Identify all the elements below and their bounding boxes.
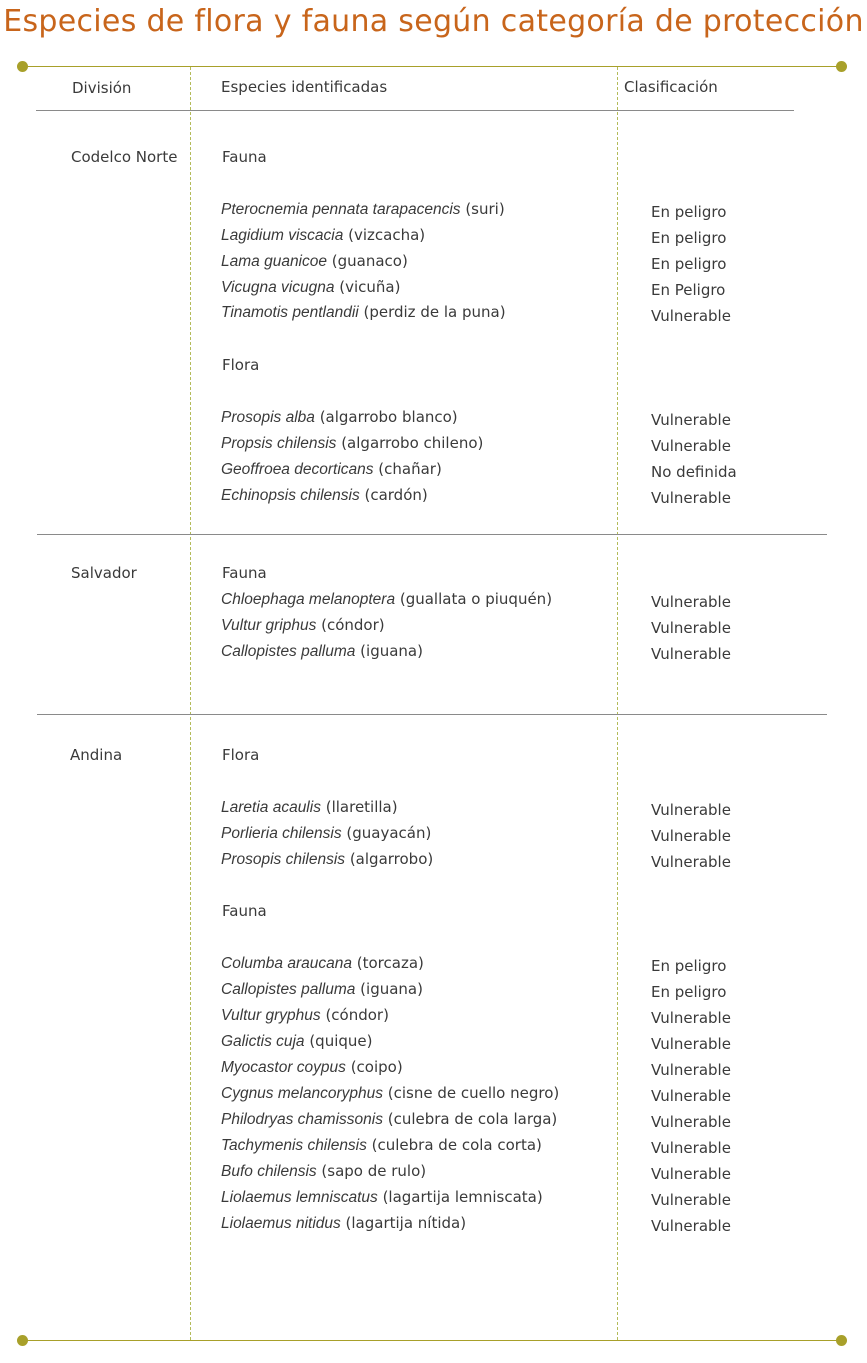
species-status: Vulnerable (651, 801, 731, 819)
species-row (221, 1058, 403, 1077)
species-status: Vulnerable (651, 1035, 731, 1053)
species-status: Vulnerable (651, 1217, 731, 1235)
species-scientific-name: Propsis chilensis (221, 435, 337, 452)
species-status: Vulnerable (651, 1113, 731, 1131)
species-row (221, 980, 423, 999)
species-row (221, 486, 428, 505)
species-row (221, 1084, 559, 1103)
species-scientific-name: Tachymenis chilensis (221, 1137, 367, 1154)
division-label: Salvador (71, 564, 137, 582)
species-status: Vulnerable (651, 1165, 731, 1183)
species-status: En peligro (651, 255, 727, 273)
species-status: Vulnerable (651, 593, 731, 611)
species-row (221, 1110, 557, 1129)
species-common-name: (algarrobo blanco) (314, 408, 458, 426)
species-status: Vulnerable (651, 489, 731, 507)
species-common-name: (lagartija lemniscata) (377, 1188, 543, 1206)
species-common-name: (llaretilla) (320, 798, 398, 816)
species-scientific-name: Tinamotis pentlandii (221, 304, 359, 321)
species-row (221, 642, 423, 661)
species-row (221, 590, 552, 609)
species-row (221, 850, 433, 869)
column-divider-1 (190, 67, 191, 1340)
division-label: Andina (70, 746, 123, 764)
species-scientific-name: Lagidium viscacia (221, 227, 344, 244)
species-scientific-name: Vicugna vicugna (221, 279, 335, 296)
bottom-left-dot (17, 1335, 28, 1346)
species-common-name: (cisne de cuello negro) (382, 1084, 560, 1102)
species-common-name: (sapo de rulo) (316, 1162, 427, 1180)
species-common-name: (culebra de cola larga) (382, 1110, 558, 1128)
species-scientific-name: Liolaemus lemniscatus (221, 1189, 378, 1206)
species-scientific-name: Prosopis chilensis (221, 851, 346, 868)
species-status: Vulnerable (651, 619, 731, 637)
species-row (221, 278, 400, 297)
species-status: En Peligro (651, 281, 726, 299)
species-scientific-name: Columba araucana (221, 955, 352, 972)
species-common-name: (cóndor) (320, 1006, 389, 1024)
species-status: Vulnerable (651, 827, 731, 845)
species-common-name: (algarrobo) (345, 850, 434, 868)
species-common-name: (cóndor) (316, 616, 385, 634)
group-label: Fauna (222, 148, 267, 166)
species-row (221, 1006, 389, 1025)
species-scientific-name: Philodryas chamissonis (221, 1111, 383, 1128)
species-common-name: (torcaza) (351, 954, 424, 972)
species-status: No definida (651, 463, 737, 481)
species-status: En peligro (651, 203, 727, 221)
species-row (221, 1214, 466, 1233)
species-common-name: (culebra de cola corta) (366, 1136, 542, 1154)
species-scientific-name: Pterocnemia pennata tarapacencis (221, 201, 461, 218)
header-species: Especies identificadas (221, 78, 388, 96)
species-row (221, 824, 431, 843)
species-row (221, 1162, 426, 1181)
column-divider-2 (617, 67, 618, 1340)
species-status: Vulnerable (651, 1139, 731, 1157)
species-row (221, 200, 505, 219)
species-status: En peligro (651, 229, 727, 247)
species-row (221, 1032, 373, 1051)
section-divider-1 (37, 534, 827, 535)
species-scientific-name: Liolaemus nitidus (221, 1215, 341, 1232)
species-common-name: (vicuña) (334, 278, 401, 296)
group-label: Flora (222, 746, 260, 764)
top-left-dot (17, 61, 28, 72)
species-status: Vulnerable (651, 1061, 731, 1079)
species-common-name: (lagartija nítida) (340, 1214, 467, 1232)
header-underline (36, 110, 794, 111)
species-common-name: (suri) (460, 200, 505, 218)
species-scientific-name: Callopistes palluma (221, 643, 356, 660)
page-title: Especies de flora y fauna según categoría de protección (3, 4, 864, 39)
bottom-rule (22, 1340, 842, 1341)
species-row (221, 252, 408, 271)
species-scientific-name: Callopistes palluma (221, 981, 356, 998)
species-status: En peligro (651, 957, 727, 975)
species-status: Vulnerable (651, 307, 731, 325)
species-status: Vulnerable (651, 1087, 731, 1105)
species-common-name: (coipo) (345, 1058, 403, 1076)
species-scientific-name: Geoffroea decorticans (221, 461, 374, 478)
species-status: Vulnerable (651, 853, 731, 871)
group-label: Fauna (222, 902, 267, 920)
species-scientific-name: Bufo chilensis (221, 1163, 317, 1180)
species-common-name: (cardón) (359, 486, 428, 504)
species-row (221, 798, 398, 817)
species-common-name: (algarrobo chileno) (336, 434, 484, 452)
header-division: División (72, 79, 132, 97)
species-row (221, 954, 424, 973)
division-label: Codelco Norte (71, 148, 178, 166)
species-common-name: (vizcacha) (343, 226, 426, 244)
species-scientific-name: Echinopsis chilensis (221, 487, 360, 504)
species-row (221, 303, 506, 322)
top-right-dot (836, 61, 847, 72)
bottom-right-dot (836, 1335, 847, 1346)
species-common-name: (perdiz de la puna) (358, 303, 506, 321)
species-status: En peligro (651, 983, 727, 1001)
species-scientific-name: Vultur gryphus (221, 1007, 321, 1024)
species-row (221, 1188, 543, 1207)
section-divider-2 (37, 714, 827, 715)
top-rule (22, 66, 842, 67)
species-scientific-name: Galictis cuja (221, 1033, 305, 1050)
species-row (221, 1136, 542, 1155)
species-row (221, 408, 458, 427)
species-scientific-name: Cygnus melancoryphus (221, 1085, 383, 1102)
species-common-name: (guayacán) (341, 824, 432, 842)
species-scientific-name: Myocastor coypus (221, 1059, 346, 1076)
species-status: Vulnerable (651, 1009, 731, 1027)
group-label: Fauna (222, 564, 267, 582)
species-common-name: (chañar) (373, 460, 442, 478)
species-common-name: (iguana) (355, 642, 423, 660)
species-row (221, 460, 442, 479)
species-scientific-name: Laretia acaulis (221, 799, 321, 816)
species-scientific-name: Vultur griphus (221, 617, 317, 634)
species-status: Vulnerable (651, 645, 731, 663)
species-row (221, 226, 425, 245)
species-common-name: (guallata o piuquén) (395, 590, 553, 608)
species-row (221, 616, 385, 635)
species-status: Vulnerable (651, 437, 731, 455)
species-common-name: (guanaco) (327, 252, 408, 270)
species-scientific-name: Lama guanicoe (221, 253, 327, 270)
species-scientific-name: Chloephaga melanoptera (221, 591, 396, 608)
species-row (221, 434, 483, 453)
species-scientific-name: Prosopis alba (221, 409, 315, 426)
species-common-name: (quique) (304, 1032, 373, 1050)
species-scientific-name: Porlieria chilensis (221, 825, 342, 842)
species-status: Vulnerable (651, 1191, 731, 1209)
header-classification: Clasificación (624, 78, 718, 96)
group-label: Flora (222, 356, 260, 374)
species-status: Vulnerable (651, 411, 731, 429)
species-common-name: (iguana) (355, 980, 423, 998)
